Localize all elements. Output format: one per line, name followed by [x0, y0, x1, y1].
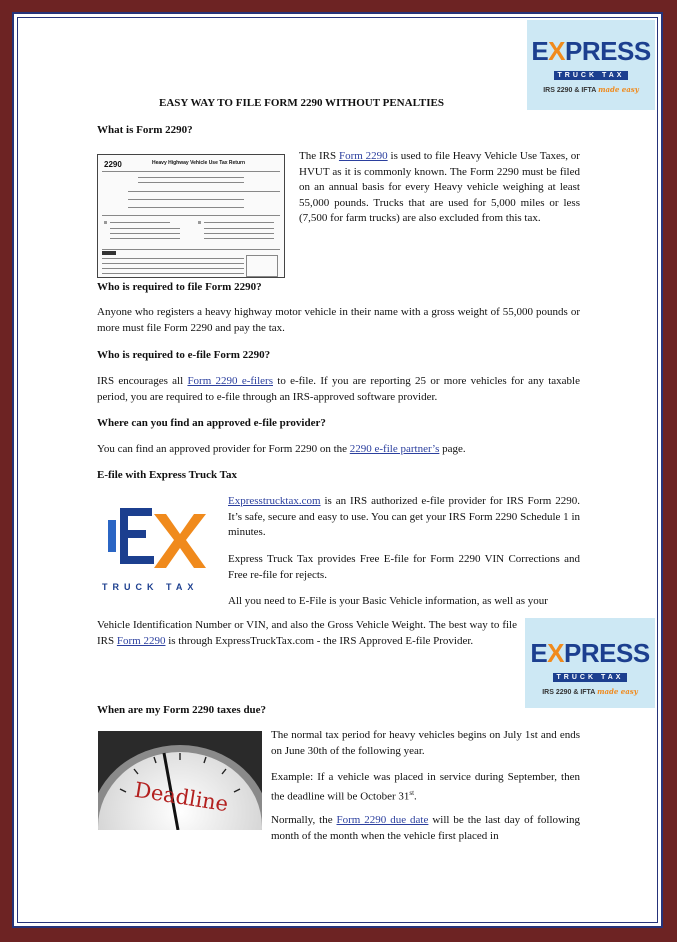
heading-approved-provider: Where can you find an approved e-file provider? [97, 417, 326, 429]
heading-efile-express: E-file with Express Truck Tax [97, 469, 237, 481]
paragraph-due-p1: The normal tax period for heavy vehicles begins on July 1st and ends on June 30th of the following year. [271, 729, 580, 757]
paragraph-approved-provider: You can find an approved provider for Form 2290 on the 2290 e-file partner’s page. [97, 443, 466, 455]
paragraph-who-efiles: IRS encourages all Form 2290 e-filers to e-file. If you are reporting 25 or more vehicles for any taxable period, you are required to e-file through an IRS-approved software provider. [97, 375, 580, 403]
form-2290-link[interactable]: Form 2290 [338, 150, 388, 162]
heading-taxes-due: When are my Form 2290 taxes due? [97, 704, 267, 716]
form-2290-image [97, 154, 285, 278]
paragraph-due-p3: Normally, the Form 2290 due date will be the last day of following month of the month when the vehicle first placed in [271, 814, 581, 842]
form-number: 2290 [104, 160, 122, 169]
paragraph-due-p2: Example: If a vehicle was placed in service during September, then the deadline will be October 31st. [271, 771, 580, 803]
logo-band: TRUCK TAX [554, 71, 629, 80]
deadline-word: Deadline [132, 777, 230, 817]
expresstrucktax-link[interactable]: Expresstrucktax.com [228, 495, 321, 507]
page-title: EASY WAY TO FILE FORM 2290 WITHOUT PENALTIES [159, 97, 444, 109]
paragraph-efile-p1: Expresstrucktax.com is an IRS authorized e-file provider for IRS Form 2290. It’s safe, secure and easy to use. You can get your IRS Form 2290 Schedule 1 in minutes. [228, 495, 580, 538]
form-title: Heavy Highway Vehicle Use Tax Return [152, 160, 246, 166]
logo-band-2: TRUCK TAX [553, 673, 628, 682]
logo-tagline-2: IRS 2290 & IFTA made easy [542, 687, 638, 696]
heading-what-is-2290: What is Form 2290? [97, 124, 193, 136]
paragraph-efile-p2: Express Truck Tax provides Free E-file for Form 2290 VIN Corrections and Free re-file for rejects. [228, 553, 580, 581]
paragraph-efile-p4: Vehicle Identification Number or VIN, and also the Gross Vehicle Weight. The best way to file IRS Form 2290 is through ExpressTruckTax.com - the IRS Approved E-file Provider. [97, 619, 517, 647]
deadline-gauge-image [98, 731, 262, 830]
paragraph-what-is-2290: The IRS Form 2290 is used to file Heavy Vehicle Use Taxes, or HVUT as it is commonly known. The Form 2290 must be filed on an annual basis for every Heavy vehicle weighing at least 55,000 pounds. Trucks that are used for 5,000 miles or less (7,500 for farm trucks) are also excluded from this tax. [299, 150, 580, 224]
ex-truck-tax-logo [100, 506, 222, 598]
heading-who-efiles: Who is required to e-file Form 2290? [97, 349, 271, 361]
paragraph-who-files: Anyone who registers a heavy highway motor vehicle in their name with a gross weight of 55,000 pounds or more must file Form 2290 and pay the tax. [97, 306, 580, 334]
gauge-icon [98, 731, 262, 830]
heading-who-files: Who is required to file Form 2290? [97, 281, 262, 293]
form-2290-link-2[interactable]: Form 2290 [116, 634, 166, 647]
logo-wordmark-2: EXPRESS [530, 638, 650, 668]
express-logo-top [527, 20, 655, 110]
paragraph-efile-p3: All you need to E-File is your Basic Vehicle information, as well as your [228, 595, 548, 607]
efile-partners-link[interactable]: 2290 e-file partner’s [349, 443, 440, 455]
express-logo-middle [525, 618, 655, 708]
logo-tagline: IRS 2290 & IFTA made easy [543, 85, 639, 94]
logo-wordmark: EXPRESS [531, 36, 651, 66]
due-date-link[interactable]: Form 2290 due date [336, 814, 429, 826]
ex-logo-caption: TRUCK TAX [102, 582, 199, 592]
form-2290-efilers-link[interactable]: Form 2290 e-filers [187, 375, 273, 387]
